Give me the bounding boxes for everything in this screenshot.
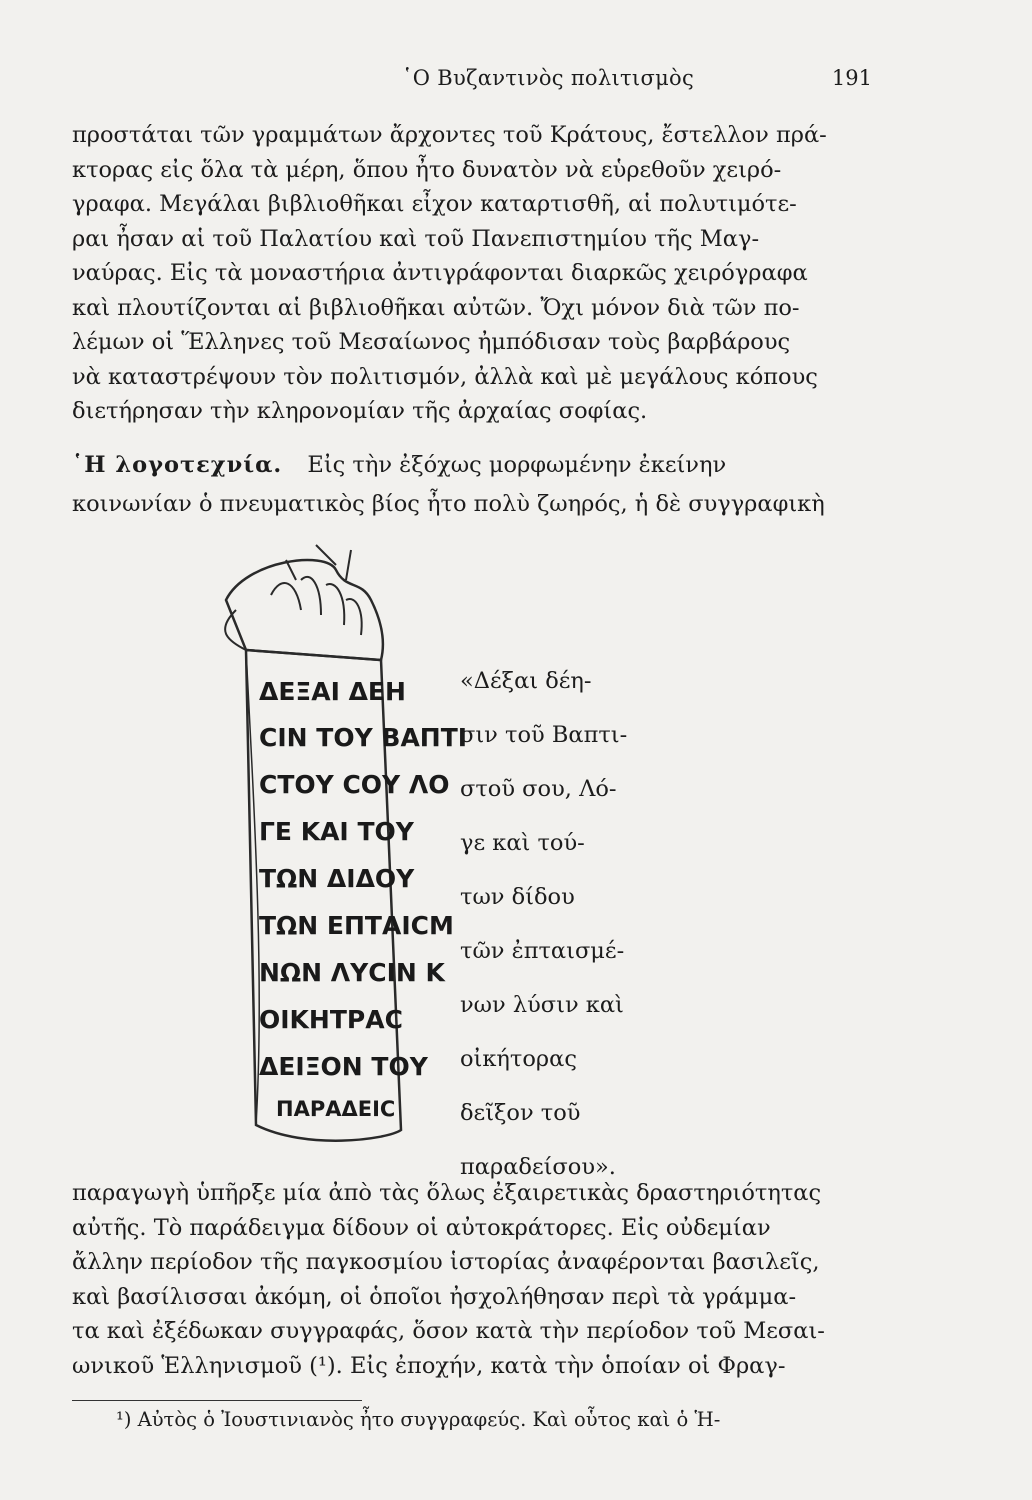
caption-line: των δίδου: [460, 884, 575, 910]
section-heading: ῾Η λογοτεχνία.: [72, 452, 283, 478]
inscription-line: ΟΙΚΗΤΡΑϹ: [259, 1005, 403, 1034]
text-line: γραφα. Μεγάλαι βιβλιοθῆκαι εἶχον καταρτισθῆ, αἱ πολυτιμότε-: [72, 191, 797, 217]
section-text: [72, 487, 884, 522]
text-line: καὶ πλουτίζονται αἱ βιβλιοθῆκαι αὐτῶν. Ὄχι μόνον διὰ τῶν πο-: [72, 294, 800, 321]
text-line: διετήρησαν τὴν κληρονομίαν τῆς ἀρχαίας σοφίας.: [72, 398, 648, 424]
page-header: [72, 66, 872, 100]
page-number: 191: [831, 66, 872, 90]
text-line: παραγωγὴ ὑπῆρξε μία ἀπὸ τὰς ὅλως ἐξαιρετικὰς δραστηριότητας: [72, 1180, 822, 1206]
text-line: ωνικοῦ Ἑλληνισμοῦ (¹). Εἰς ἐποχήν, κατὰ τὴν ὁποίαν οἱ Φραγ-: [72, 1352, 786, 1379]
inscription-line: ΠΑΡΑΔΕΙϹ: [276, 1097, 396, 1121]
text-line: τα καὶ ἐξέδωκαν συγγραφάς, ὅσον κατὰ τὴν περίοδον τοῦ Μεσαι-: [72, 1318, 825, 1344]
caption-line: παραδείσου».: [460, 1154, 616, 1180]
paragraph-bottom: [72, 1176, 884, 1383]
inscription-line: ΤΩΝ ΔΙΔΟΥ: [259, 864, 415, 893]
text-line: κοινωνίαν ὁ πνευματικὸς βίος ἦτο πολὺ ζωηρός, ἡ δὲ συγγραφικὴ: [72, 491, 825, 517]
text-line: ραι ἦσαν αἱ τοῦ Παλατίου καὶ τοῦ Πανεπιστημίου τῆς Μαγ-: [72, 225, 760, 252]
text-line: προστάται τῶν γραμμάτων ἄρχοντες τοῦ Κράτους, ἔστελλον πρά-: [72, 122, 827, 148]
caption-line: «Δέξαι δέη-: [460, 668, 592, 694]
caption-line: τῶν ἐπταισμέ-: [460, 938, 625, 964]
inscription-line: ϹΙΝ ΤΟΥ ΒΑΠΤΙ: [259, 723, 466, 752]
inscription-line: ΔΕΞΑΙ ΔΕΗ: [259, 677, 406, 706]
footnote: ¹) Αὐτὸς ὁ Ἰουστινιανὸς ἦτο συγγραφεύς. Καὶ οὗτος καὶ ὁ Ἡ-: [116, 1408, 721, 1431]
footnote-divider: [72, 1400, 362, 1401]
inscription-line: ΓΕ ΚΑΙ ΤΟΥ: [259, 817, 414, 846]
text-line: κτορας εἰς ὅλα τὰ μέρη, ὅπου ἦτο δυνατὸν νὰ εὑρεθοῦν χειρό-: [72, 156, 782, 183]
caption-line: νων λύσιν καὶ: [460, 992, 624, 1018]
paragraph-top: [72, 118, 884, 429]
text-line: νὰ καταστρέψουν τὸν πολιτισμόν, ἀλλὰ καὶ μὲ μεγάλους κόπους: [72, 363, 818, 390]
section-first-line-text: Εἰς τὴν ἐξόχως μορφωμένην ἐκείνην: [307, 452, 727, 478]
section-first-line: [72, 452, 884, 487]
caption-line: δεῖξον τοῦ: [460, 1100, 581, 1126]
running-title: ῾Ο Βυζαντινὸς πολιτισμὸς: [402, 66, 695, 90]
inscription-line: ΝΩΝ ΛΥϹΙΝ Κ: [259, 958, 445, 987]
scroll-illustration: [186, 540, 466, 1180]
text-line: καὶ βασίλισσαι ἀκόμη, οἱ ὁποῖοι ἠσχολήθησαν περὶ τὰ γράμμα-: [72, 1283, 797, 1310]
scroll-drawing: [186, 540, 466, 1180]
inscription-caption: [460, 668, 660, 1208]
text-line: λέμων οἱ Ἕλληνες τοῦ Μεσαίωνος ἠμπόδισαν τοὺς βαρβάρους: [72, 329, 791, 355]
inscription-line: ϹΤΟΥ ϹΟΥ ΛΟ: [259, 770, 450, 799]
text-line: αὐτῆς. Τὸ παράδειγμα δίδουν οἱ αὐτοκράτορες. Εἰς οὐδεμίαν: [72, 1214, 771, 1241]
caption-line: σιν τοῦ Βαπτι-: [460, 722, 628, 748]
text-line: ἄλλην περίοδον τῆς παγκοσμίου ἱστορίας ἀναφέρονται βασιλεῖς,: [72, 1249, 820, 1275]
inscription-line: ΔΕΙΞΟΝ ΤΟΥ: [259, 1052, 428, 1081]
inscription-line: ΤΩΝ ΕΠΤΑΙϹΜ: [259, 911, 454, 940]
scroll-inscription: [259, 677, 466, 1121]
caption-line: γε καὶ τού-: [460, 830, 585, 856]
caption-line: στοῦ σου, Λό-: [460, 776, 617, 802]
text-line: ναύρας. Εἰς τὰ μοναστήρια ἀντιγράφονται διαρκῶς χειρόγραφα: [72, 260, 808, 286]
caption-line: οἰκήτορας: [460, 1046, 577, 1072]
